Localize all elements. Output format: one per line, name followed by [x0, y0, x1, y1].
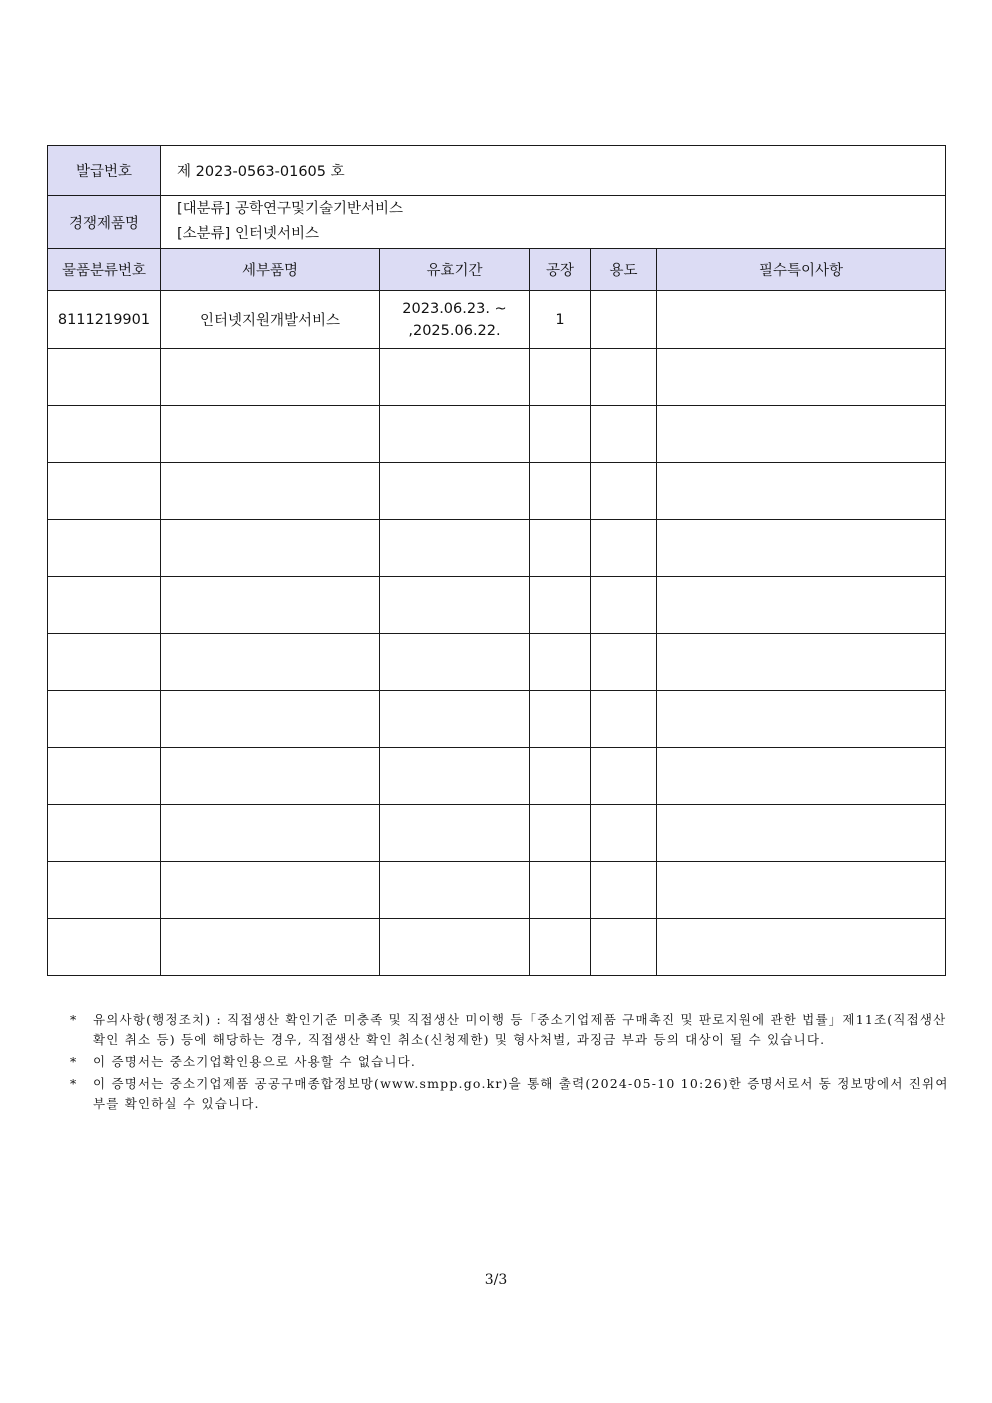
- cell-item-name: [161, 862, 380, 919]
- issue-number-row: [48, 146, 946, 196]
- cell-usage: [591, 577, 657, 634]
- cell-usage: [591, 862, 657, 919]
- cell-validity-period: [380, 349, 530, 406]
- cell-classification-number: [48, 805, 161, 862]
- cell-validity-period: [380, 805, 530, 862]
- cell-special-notes: [657, 862, 946, 919]
- table-row: [48, 577, 946, 634]
- table-row: [48, 520, 946, 577]
- cell-factory: [530, 349, 591, 406]
- notice-item: [70, 1052, 950, 1072]
- notice-text: 이 증명서는 중소기업확인용으로 사용할 수 없습니다.: [93, 1054, 417, 1069]
- cell-usage: [591, 805, 657, 862]
- table-row: [48, 748, 946, 805]
- cell-item-name: [161, 805, 380, 862]
- page-number: 3/3: [484, 1272, 508, 1288]
- cell-usage: [591, 463, 657, 520]
- header-usage: 용도: [591, 249, 657, 291]
- cell-item-name: [161, 577, 380, 634]
- cell-validity-period: [380, 634, 530, 691]
- cell-special-notes: [657, 520, 946, 577]
- cell-special-notes: [657, 805, 946, 862]
- cell-item-name: [161, 406, 380, 463]
- notice-item: [70, 1010, 950, 1050]
- cell-item-name: 인터넷지원개발서비스: [161, 291, 380, 349]
- cell-special-notes: [657, 406, 946, 463]
- cell-usage: [591, 691, 657, 748]
- notice-text: 이 증명서는 중소기업제품 공공구매종합정보망(www.smpp.go.kr)을 통해 출력(2024-05-10 10:26)한 증명서로서 동 정보망에서 진위여부를 확인하실 수 있습니다.: [93, 1076, 949, 1111]
- header-classification-number: 물품분류번호: [48, 249, 161, 291]
- cell-classification-number: [48, 919, 161, 976]
- product-name-label: 경쟁제품명: [48, 196, 161, 249]
- cell-usage: [591, 406, 657, 463]
- cell-classification-number: [48, 862, 161, 919]
- notice-section: [70, 1010, 950, 1116]
- asterisk-mark: *: [70, 1076, 78, 1091]
- cell-item-name: [161, 349, 380, 406]
- cell-classification-number: [48, 520, 161, 577]
- category-major: [대분류] 공학연구및기술기반서비스: [177, 201, 404, 217]
- cell-validity-period: [380, 748, 530, 805]
- cell-special-notes: [657, 577, 946, 634]
- table-row: [48, 919, 946, 976]
- cell-validity-period: [380, 577, 530, 634]
- table-row: [48, 634, 946, 691]
- cell-validity-period: [380, 919, 530, 976]
- table-header-row: [48, 249, 946, 291]
- asterisk-mark: *: [70, 1012, 78, 1027]
- table-row: [48, 463, 946, 520]
- cell-validity-period: [380, 463, 530, 520]
- cell-factory: [530, 463, 591, 520]
- cell-classification-number: [48, 349, 161, 406]
- table-row: [48, 805, 946, 862]
- cell-special-notes: [657, 634, 946, 691]
- cell-usage: [591, 349, 657, 406]
- cell-classification-number: [48, 463, 161, 520]
- header-special-notes: 필수특이사항: [657, 249, 946, 291]
- cell-special-notes: [657, 463, 946, 520]
- cell-factory: 1: [530, 291, 591, 349]
- cell-classification-number: [48, 577, 161, 634]
- cell-item-name: [161, 520, 380, 577]
- issue-number-value: 제 2023-0563-01605 호: [161, 146, 946, 196]
- cell-factory: [530, 805, 591, 862]
- header-factory: 공장: [530, 249, 591, 291]
- cell-validity-period: [380, 691, 530, 748]
- cell-classification-number: 8111219901: [48, 291, 161, 349]
- cell-classification-number: [48, 406, 161, 463]
- cell-item-name: [161, 748, 380, 805]
- cell-validity-period: 2023.06.23. ~ ,2025.06.22.: [380, 291, 530, 349]
- cell-classification-number: [48, 748, 161, 805]
- table-row: [48, 691, 946, 748]
- notice-item: [70, 1074, 950, 1114]
- product-name-row: [48, 196, 946, 249]
- cell-factory: [530, 577, 591, 634]
- certificate-table: [47, 145, 946, 976]
- cell-usage: [591, 634, 657, 691]
- cell-special-notes: [657, 691, 946, 748]
- cell-special-notes: [657, 291, 946, 349]
- cell-factory: [530, 862, 591, 919]
- table-row: [48, 349, 946, 406]
- cell-factory: [530, 520, 591, 577]
- cell-special-notes: [657, 748, 946, 805]
- table-row: [48, 406, 946, 463]
- cell-classification-number: [48, 691, 161, 748]
- cell-usage: [591, 748, 657, 805]
- cell-validity-period: [380, 520, 530, 577]
- table-row: [48, 862, 946, 919]
- cell-special-notes: [657, 349, 946, 406]
- asterisk-mark: *: [70, 1054, 78, 1069]
- cell-item-name: [161, 634, 380, 691]
- product-category-cell: [161, 196, 946, 249]
- header-item-name: 세부품명: [161, 249, 380, 291]
- issue-number-label: 발급번호: [48, 146, 161, 196]
- cell-item-name: [161, 463, 380, 520]
- cell-factory: [530, 406, 591, 463]
- cell-item-name: [161, 691, 380, 748]
- notice-text: 유의사항(행정조치) : 직접생산 확인기준 미충족 및 직접생산 미이행 등「중소기업제품 구매촉진 및 판로지원에 관한 법률」제11조(직접생산 확인 취소 등) 등에 해당하는 경우, 직접생산 확인 취소(신청제한) 및 형사처벌, 과징금 부과 등의 대상이 될 수 있습니다.: [93, 1012, 947, 1047]
- cell-validity-period: [380, 406, 530, 463]
- cell-factory: [530, 919, 591, 976]
- cell-special-notes: [657, 919, 946, 976]
- cell-validity-period: [380, 862, 530, 919]
- cell-factory: [530, 691, 591, 748]
- cell-factory: [530, 634, 591, 691]
- header-validity-period: 유효기간: [380, 249, 530, 291]
- cell-usage: [591, 291, 657, 349]
- cell-factory: [530, 748, 591, 805]
- cell-usage: [591, 520, 657, 577]
- category-minor: [소분류] 인터넷서비스: [177, 226, 319, 242]
- cell-item-name: [161, 919, 380, 976]
- cell-usage: [591, 919, 657, 976]
- cell-classification-number: [48, 634, 161, 691]
- table-row: [48, 291, 946, 349]
